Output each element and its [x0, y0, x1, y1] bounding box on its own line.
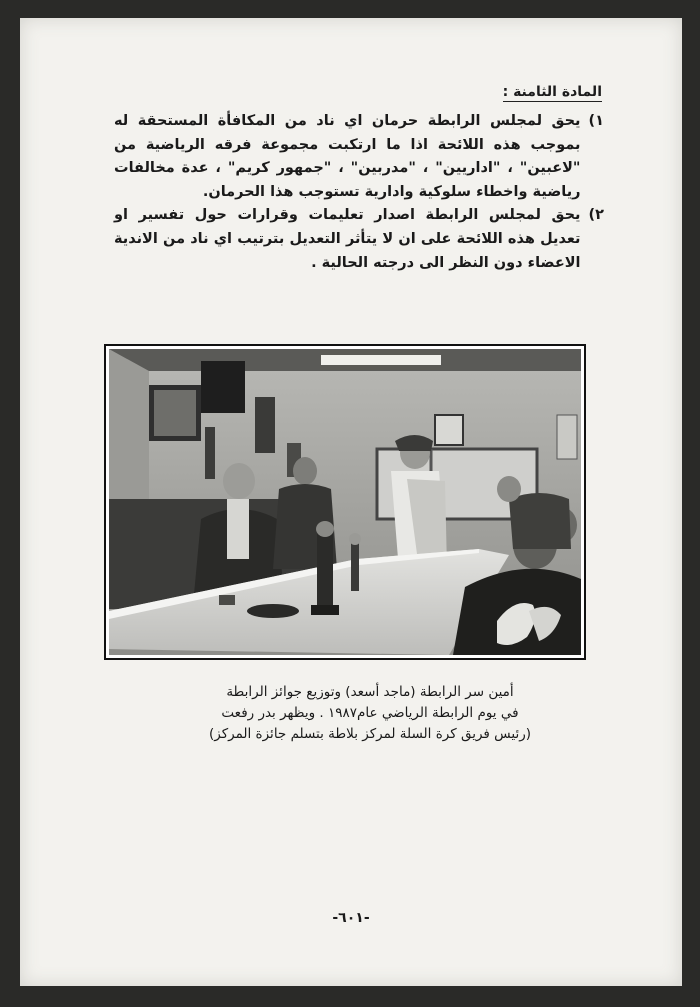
- caption-line-3: (رئيس فريق كرة السلة لمركز بلاطة بتسلم جائزة المركز): [208, 726, 531, 742]
- photo-scene: [109, 349, 581, 655]
- document-page: [20, 18, 682, 986]
- page-number: -٦٠١-: [332, 910, 370, 926]
- clause-1: [114, 110, 604, 204]
- caption-line-1: أمين سر الرابطة (ماجد أسعد) وتوزيع جوائز الرابطة: [226, 684, 514, 700]
- clause-text: يحق لمجلس الرابطة حرمان اي ناد من المكافأة المستحقة له بموجب هذه اللائحة اذا ما ارتكبت مجموعة فرقه الرياضية من "لاعبين" ، "اداريين" ، "مدربين" ، "جمهور كريم" ، عدة مخالفات رياضية واخطاء سلوكية وادارية تستوجب هذا الحرمان.: [114, 113, 581, 200]
- photo-caption: [170, 682, 570, 745]
- article-body: [114, 110, 604, 275]
- clause-number: ٢): [588, 207, 604, 224]
- ceiling-light: [321, 355, 441, 365]
- clause-number: ١): [588, 113, 604, 129]
- clause-2: [114, 204, 604, 275]
- clause-text: يحق لمجلس الرابطة اصدار تعليمات وقرارات حول تفسير او تعديل هذه اللائحة على ان لا يتأثر التعديل بترتيب اي ناد من الاندية الاعضاء دون النظر الى درجته الحالية .: [114, 207, 581, 271]
- caption-line-2: في يوم الرابطة الرياضي عام١٩٨٧ . ويظهر بدر رفعت: [221, 705, 519, 721]
- award-photo: [104, 344, 586, 660]
- article-heading: المادة الثامنة :: [502, 84, 602, 100]
